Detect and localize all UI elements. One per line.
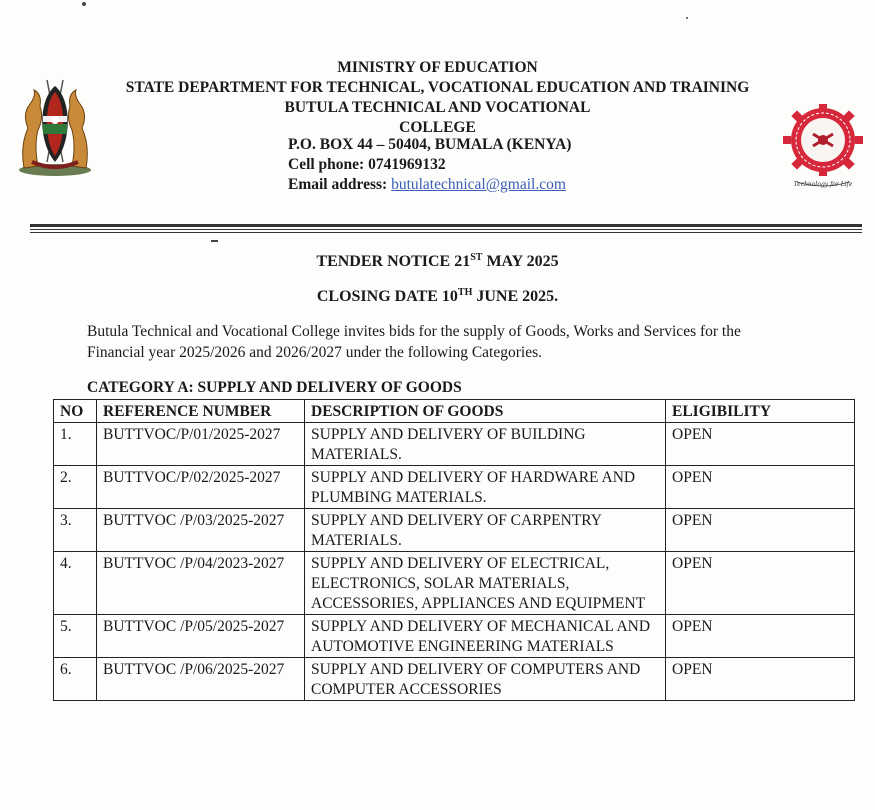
row-eligibility: OPEN (666, 423, 855, 466)
row-reference: BUTTVOC /P/03/2025-2027 (97, 509, 305, 552)
col-no-header: NO (54, 400, 97, 423)
table-row (54, 423, 855, 466)
row-reference: BUTTVOC /P/05/2025-2027 (97, 615, 305, 658)
row-no: 5. (54, 615, 97, 658)
row-description: SUPPLY AND DELIVERY OF ELECTRICAL, ELECTRONICS, SOLAR MATERIALS, ACCESSORIES, APPLIANCES AND EQUIPMENT (305, 552, 666, 615)
contact-block (288, 135, 571, 195)
email-label: Email address: (288, 176, 388, 193)
email-line (288, 175, 571, 195)
row-no: 6. (54, 658, 97, 701)
col-description-header: DESCRIPTION OF GOODS (305, 400, 666, 423)
row-no: 1. (54, 423, 97, 466)
table-row (54, 552, 855, 615)
ministry-title: MINISTRY OF EDUCATION (337, 59, 538, 76)
row-eligibility: OPEN (666, 509, 855, 552)
table-header-row (54, 400, 855, 423)
row-eligibility: OPEN (666, 552, 855, 615)
college-name-cont: COLLEGE (399, 119, 476, 136)
seal-motto: Technology for Life (793, 181, 853, 188)
category-heading: CATEGORY A: SUPPLY AND DELIVERY OF GOODS (87, 379, 462, 396)
row-description: SUPPLY AND DELIVERY OF MECHANICAL AND AUTOMOTIVE ENGINEERING MATERIALS (305, 615, 666, 658)
row-reference: BUTTVOC/P/02/2025-2027 (97, 466, 305, 509)
row-no: 4. (54, 552, 97, 615)
header-divider-thin (30, 229, 862, 230)
college-name: BUTULA TECHNICAL AND VOCATIONAL (284, 99, 591, 116)
row-description: SUPPLY AND DELIVERY OF HARDWARE AND PLUMBING MATERIALS. (305, 466, 666, 509)
goods-table (53, 399, 855, 701)
row-eligibility: OPEN (666, 466, 855, 509)
row-no: 3. (54, 509, 97, 552)
row-description: SUPPLY AND DELIVERY OF CARPENTRY MATERIALS. (305, 509, 666, 552)
letterhead (0, 58, 875, 138)
row-reference: BUTTVOC /P/04/2023-2027 (97, 552, 305, 615)
intro-paragraph: Butula Technical and Vocational College invites bids for the supply of Goods, Works and Services for the Financial year 2025/2026 and 2026/2027 under the following Categories. (87, 323, 741, 361)
header-divider (30, 224, 862, 227)
table-row (54, 658, 855, 701)
col-eligibility-header: ELIGIBILITY (666, 400, 855, 423)
col-reference-header: REFERENCE NUMBER (97, 400, 305, 423)
row-description: SUPPLY AND DELIVERY OF BUILDING MATERIALS. (305, 423, 666, 466)
tender-notice-title: TENDER NOTICE 21ST MAY 2025 (316, 252, 559, 270)
phone-number: Cell phone: 0741969132 (288, 156, 446, 173)
table-row (54, 466, 855, 509)
row-eligibility: OPEN (666, 658, 855, 701)
header-divider-thin-2 (30, 232, 862, 233)
table-row (54, 615, 855, 658)
row-no: 2. (54, 466, 97, 509)
row-description: SUPPLY AND DELIVERY OF COMPUTERS AND COMPUTER ACCESSORIES (305, 658, 666, 701)
closing-date: CLOSING DATE 10TH JUNE 2025. (316, 287, 559, 305)
state-department-title: STATE DEPARTMENT FOR TECHNICAL, VOCATIONAL EDUCATION AND TRAINING (125, 79, 750, 96)
row-reference: BUTTVOC/P/01/2025-2027 (97, 423, 305, 466)
email-link[interactable]: butulatechnical@gmail.com (391, 176, 566, 193)
row-reference: BUTTVOC /P/06/2025-2027 (97, 658, 305, 701)
row-eligibility: OPEN (666, 615, 855, 658)
postal-address: P.O. BOX 44 – 50404, BUMALA (KENYA) (288, 136, 572, 153)
table-row (54, 509, 855, 552)
